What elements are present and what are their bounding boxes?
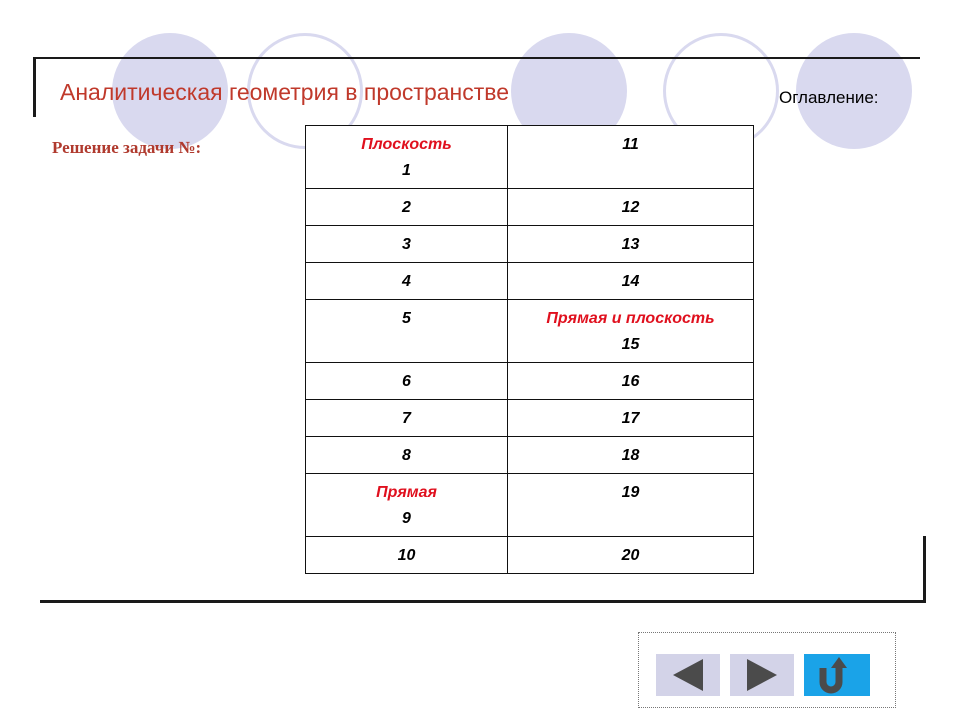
problem-number-link[interactable]: 13 <box>621 236 640 253</box>
problem-number-link[interactable]: 8 <box>402 447 411 464</box>
problem-number-link[interactable]: 12 <box>621 199 640 216</box>
right-cell <box>508 226 754 263</box>
table-of-contents-link[interactable]: Оглавление: <box>779 88 879 107</box>
page-title: Аналитическая геометрия в пространстве <box>60 79 510 105</box>
left-cell <box>306 437 508 474</box>
right-cell <box>508 437 754 474</box>
table-row <box>306 226 754 263</box>
section-heading-link[interactable]: Прямая и плоскость <box>546 310 715 327</box>
frame-right-line <box>923 536 926 603</box>
left-cell <box>306 400 508 437</box>
problem-number-link[interactable]: 4 <box>402 273 411 290</box>
table-row <box>306 537 754 574</box>
left-cell <box>306 263 508 300</box>
table-row <box>306 126 754 189</box>
u-turn-arrow-icon <box>817 656 857 694</box>
right-cell <box>508 126 754 189</box>
return-button[interactable] <box>803 653 871 697</box>
right-cell <box>508 400 754 437</box>
problem-solution-label: Решение задачи №: <box>52 138 202 157</box>
back-button[interactable] <box>655 653 721 697</box>
table-row <box>306 400 754 437</box>
frame-bottom-line <box>40 600 926 603</box>
navigation-panel <box>638 632 896 708</box>
left-cell <box>306 474 508 537</box>
forward-button[interactable] <box>729 653 795 697</box>
table-row <box>306 300 754 363</box>
left-cell <box>306 126 508 189</box>
right-cell <box>508 300 754 363</box>
problem-number-link[interactable]: 6 <box>402 373 411 390</box>
problem-number-link[interactable]: 14 <box>621 273 640 290</box>
problem-number-link[interactable]: 17 <box>621 410 640 427</box>
left-cell <box>306 537 508 574</box>
problem-number-link[interactable]: 19 <box>621 484 640 501</box>
left-cell <box>306 226 508 263</box>
problem-number-link[interactable]: 1 <box>402 162 411 179</box>
problem-index-body <box>306 126 754 574</box>
right-cell <box>508 263 754 300</box>
problem-number-link[interactable]: 9 <box>402 510 411 527</box>
triangle-left-icon <box>673 659 703 691</box>
problem-number-link[interactable]: 10 <box>397 547 416 564</box>
problem-index-table <box>305 125 754 574</box>
triangle-right-icon <box>747 659 777 691</box>
section-heading-link[interactable]: Прямая <box>376 484 437 501</box>
left-cell <box>306 189 508 226</box>
frame-top-line <box>33 57 920 59</box>
right-cell <box>508 474 754 537</box>
table-row <box>306 263 754 300</box>
problem-number-link[interactable]: 5 <box>402 310 411 327</box>
right-cell <box>508 537 754 574</box>
table-row <box>306 363 754 400</box>
problem-number-link[interactable]: 15 <box>621 336 640 353</box>
right-cell <box>508 189 754 226</box>
problem-number-link[interactable]: 16 <box>621 373 640 390</box>
frame-left-line <box>33 57 36 117</box>
table-row <box>306 189 754 226</box>
left-cell <box>306 363 508 400</box>
problem-number-link[interactable]: 11 <box>622 136 639 153</box>
problem-number-link[interactable]: 3 <box>402 236 411 253</box>
table-row <box>306 474 754 537</box>
problem-number-link[interactable]: 2 <box>402 199 411 216</box>
table-row <box>306 437 754 474</box>
problem-number-link[interactable]: 20 <box>621 547 640 564</box>
left-cell <box>306 300 508 363</box>
right-cell <box>508 363 754 400</box>
problem-number-link[interactable]: 18 <box>621 447 640 464</box>
section-heading-link[interactable]: Плоскость <box>361 136 452 153</box>
problem-number-link[interactable]: 7 <box>402 410 411 427</box>
